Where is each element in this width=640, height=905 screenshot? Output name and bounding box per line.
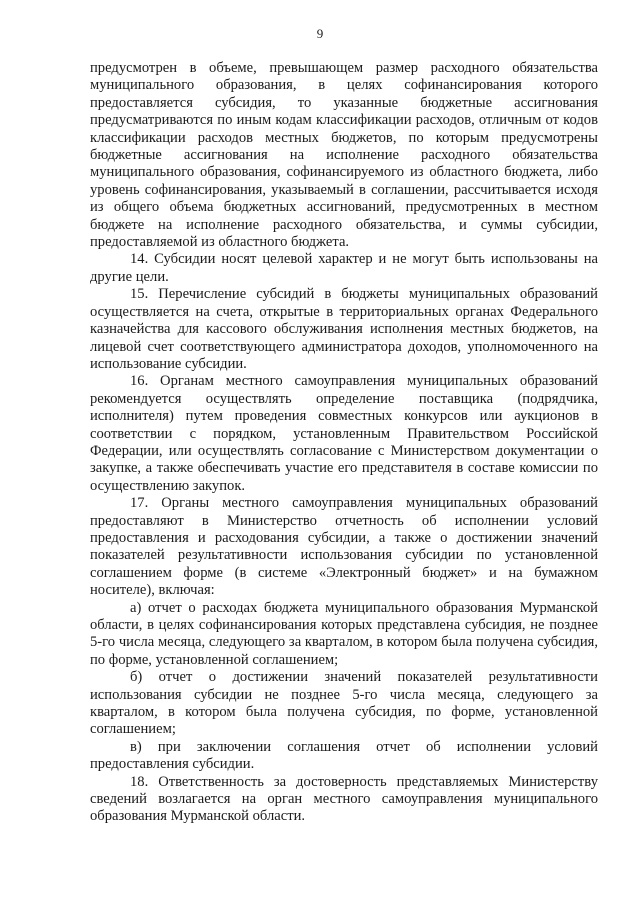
paragraph-14: 14. Субсидии носят целевой характер и не могут быть использованы на другие цели. xyxy=(90,251,598,285)
paragraph-15: 15. Перечисление субсидий в бюджеты муниципальных образований осуществляется на счета, открытые в территориальных органах Федерального казначейства для кассового обслуживания исполнения местных бюджетов, на лицевой счет соответствующего администратора доходов, уполномоченного на использование субсидии. xyxy=(90,286,598,372)
paragraph-18: 18. Ответственность за достоверность представляемых Министерству сведений возлагается на орган местного самоуправления муниципального образования Мурманской области. xyxy=(90,773,598,825)
paragraph-continuation: предусмотрен в объеме, превышающем размер расходного обязательства муниципального образования, в целях софинансирования которого предоставляется субсидия, то указанные бюджетные ассигнования предусматриваются по иным кодам классификации расходов, отличным от кодов классификации расходов местных бюджетов, по которым предусмотрены бюджетные ассигнования на исполнение расходного обязательства муниципального образования, софинансируемого из областного бюджета, либо уровень софинансирования, указываемый в соглашении, рассчитывается исходя из общего объема бюджетных ассигнований, предусмотренных в местном бюджете на исполнение расходного обязательства, и суммы субсидии, предоставляемой из областного бюджета. xyxy=(90,60,598,251)
page-number: 9 xyxy=(316,26,324,41)
paragraph-17-b: б) отчет о достижении значений показателей результативности использования субсидии не позднее 5-го числа месяца, следующего за кварталом, в котором была получена субсидия, по форме, установленной соглашением; xyxy=(90,669,598,738)
paragraph-17-v: в) при заключении соглашения отчет об исполнении условий предоставления субсидии. xyxy=(90,738,598,773)
paragraph-17-a: а) отчет о расходах бюджета муниципального образования Мурманской области, в целях софинансирования которых представлена субсидия, не позднее 5-го числа месяца, следующего за кварталом, в котором была получена субсидия, по форме, установленной соглашением; xyxy=(90,599,598,668)
document-body xyxy=(90,60,598,826)
paragraph-16: 16. Органам местного самоуправления муниципальных образований рекомендуется осуществлять определение поставщика (подрядчика, исполнителя) путем проведения совместных конкурсов или аукционов в соответствии с порядком, установленным Правительством Российской Федерации, или осуществлять согласование с Министерством документации о закупке, а также обеспечивать участие его представителя в составе комиссии по осуществлению закупок. xyxy=(90,373,598,494)
paragraph-17: 17. Органы местного самоуправления муниципальных образований предоставляют в Министерство отчетность об исполнении условий предоставления и расходования субсидии, а также о достижении значений показателей результативности использования субсидии по установленной соглашением форме (в системе «Электронный бюджет» и на бумажном носителе), включая: xyxy=(90,495,598,599)
